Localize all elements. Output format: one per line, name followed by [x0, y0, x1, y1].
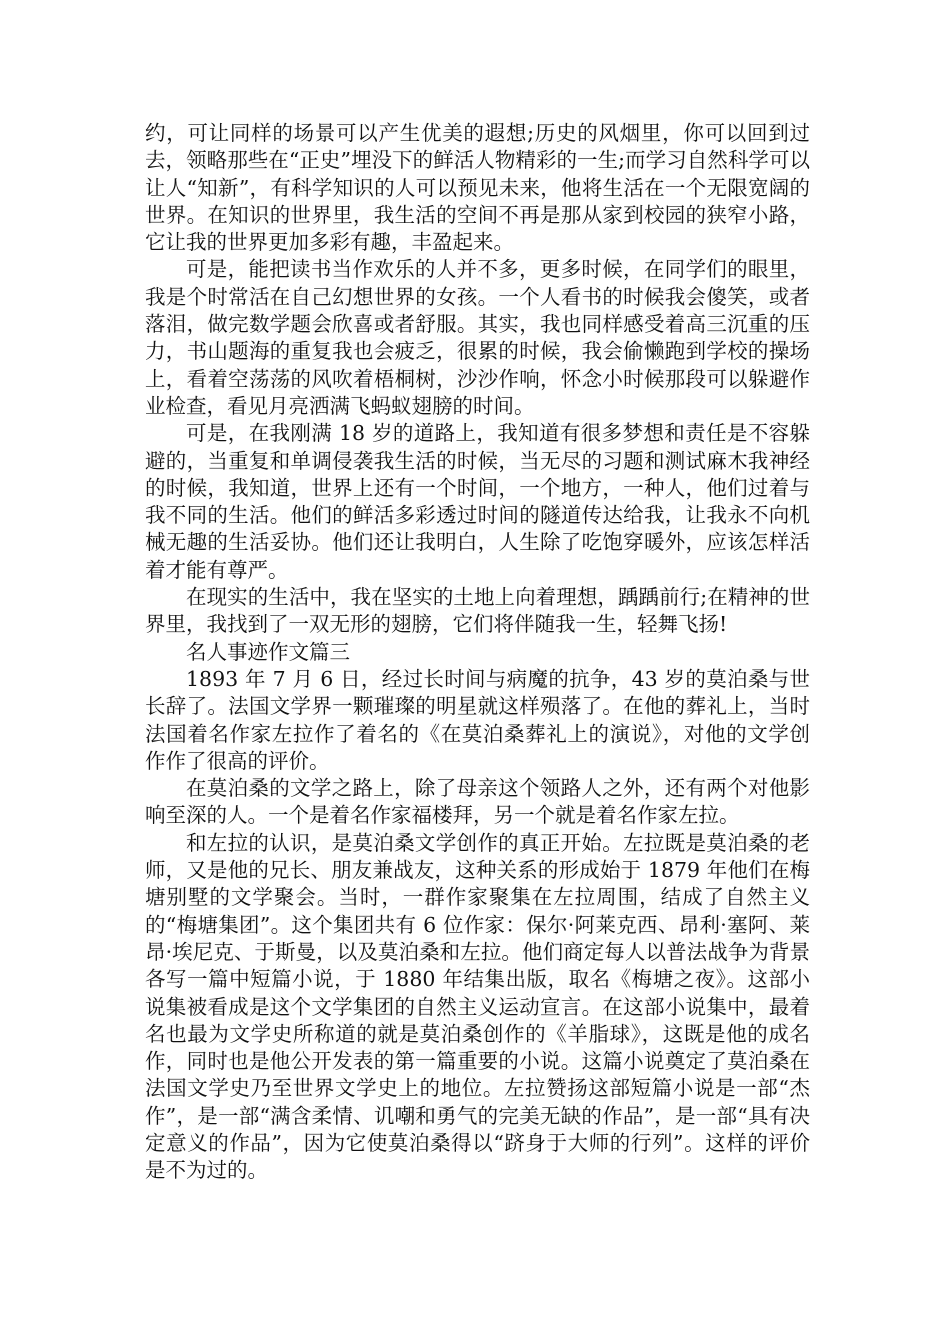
article-body	[145, 120, 810, 1185]
section-heading: 名人事迹作文篇三	[186, 639, 350, 664]
paragraph-influences: 在莫泊桑的文学之路上，除了母亲这个领路人之外，还有两个对他影响至深的人。一个是着名作家福楼拜，另一个就是着名作家左拉。	[145, 776, 810, 828]
paragraph-eighteen: 可是，在我刚满 18 岁的道路上，我知道有很多梦想和责任是不容躲避的，当重复和单调侵袭我生活的时候，当无尽的习题和测试麻木我神经的时候，我知道，世界上还有一个时间，一个地方，一种人，他们过着与我不同的生活。他们的鲜活多彩透过时间的隧道传达给我，让我永不向机械无趣的生活妥协。他们还让我明白，人生除了吃饱穿暖外，应该怎样活着才能有尊严。	[145, 421, 810, 582]
paragraph-reading-joy: 可是，能把读书当作欢乐的人并不多，更多时候，在同学们的眼里，我是个时常活在自己幻想世界的女孩。一个人看书的时候我会傻笑，或者落泪，做完数学题会欣喜或者舒服。其实，我也同样感受着高三沉重的压力，书山题海的重复我也会疲乏，很累的时候，我会偷懒跑到学校的操场上，看着空荡荡的风吹着梧桐树，沙沙作响，怀念小时候那段可以躲避作业检查，看见月亮洒满飞蚂蚁翅膀的时间。	[145, 257, 810, 418]
paragraph-zola: 和左拉的认识，是莫泊桑文学创作的真正开始。左拉既是莫泊桑的老师，又是他的兄长、朋友兼战友，这种关系的形成始于 1879 年他们在梅塘别墅的文学聚会。当时，一群作家聚集在左拉周围，结成了自然主义的“梅塘集团”。这个集团共有 6 位作家：保尔·阿莱克西、昂利·塞阿、莱昂·埃尼克、于斯曼，以及莫泊桑和左拉。他们商定每人以普法战争为背景各写一篇中短篇小说，于 1880 年结集出版，取名《梅塘之夜》。这部小说集被看成是这个文学集团的自然主义运动宣言。在这部小说集中，最着名也最为文学史所称道的就是莫泊桑创作的《羊脂球》，这既是他的成名作，同时也是他公开发表的第一篇重要的小说。这篇小说奠定了莫泊桑在法国文学史乃至世界文学史上的地位。左拉赞扬这部短篇小说是一部“杰作”，是一部“满含柔情、讥嘲和勇气的完美无缺的作品”，是一部“具有决定意义的作品”，因为它使莫泊桑得以“跻身于大师的行列”。这样的评价是不为过的。	[145, 830, 810, 1183]
paragraph-continuation: 约，可让同样的场景可以产生优美的遐想;历史的风烟里，你可以回到过去，领略那些在“正史”埋没下的鲜活人物精彩的一生;而学习自然科学可以让人“知新”，有科学知识的人可以预见未来，他将生活在一个无限宽阔的世界。在知识的世界里，我生活的空间不再是那从家到校园的狭窄小路，它让我的世界更加多彩有趣，丰盈起来。	[145, 121, 810, 255]
paragraph-wings: 在现实的生活中，我在坚实的土地上向着理想，踽踽前行;在精神的世界里，我找到了一双无形的翅膀，它们将伴随我一生，轻舞飞扬!	[145, 585, 810, 637]
paragraph-maupassant-death: 1893 年 7 月 6 日，经过长时间与病魔的抗争，43 岁的莫泊桑与世长辞了。法国文学界一颗璀璨的明星就这样殒落了。在他的葬礼上，当时法国着名作家左拉作了着名的《在莫泊桑葬礼上的演说》，对他的文学创作作了很高的评价。	[145, 666, 810, 773]
